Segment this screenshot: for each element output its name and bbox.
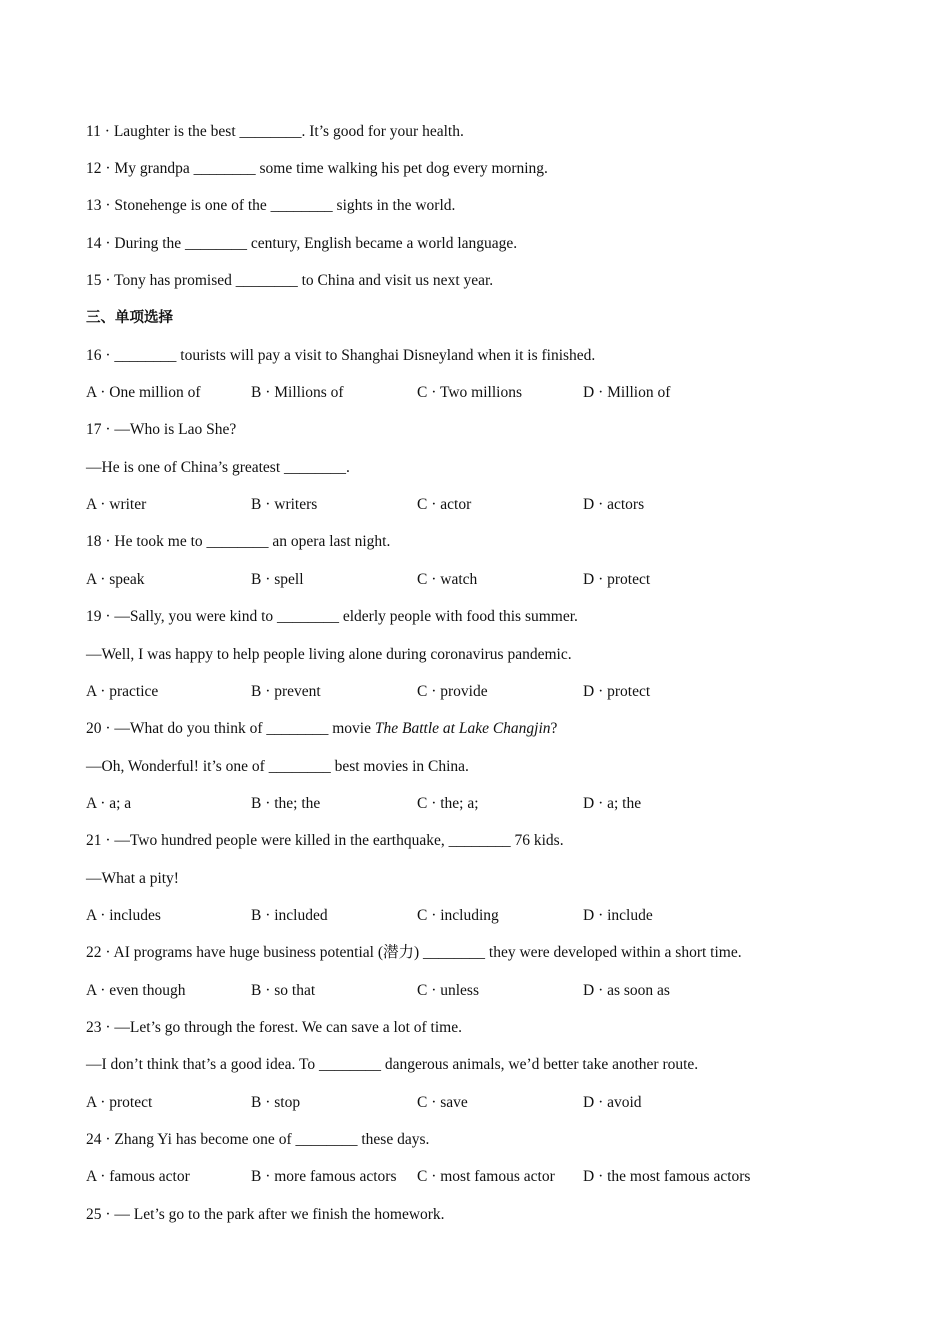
q19-option-b[interactable]: B · prevent (251, 683, 321, 700)
q17-option-c[interactable]: C · actor (417, 496, 472, 513)
q21-option-a[interactable]: A · includes (86, 907, 161, 924)
q18-option-b[interactable]: B · spell (251, 571, 304, 588)
q24-option-c[interactable]: C · most famous actor (417, 1168, 555, 1185)
question-20 (86, 719, 557, 739)
question-19-line2: —Well, I was happy to help people living alone during coronavirus pandemic. (86, 646, 572, 663)
section-heading-single-choice: 三、单项选择 (86, 310, 173, 326)
question-16: 16 · ________ tourists will pay a visit to Shanghai Disneyland when it is finished. (86, 347, 596, 364)
q20-option-c[interactable]: C · the; a; (417, 795, 479, 812)
question-21: 21 · —Two hundred people were killed in the earthquake, ________ 76 kids. (86, 832, 564, 849)
q22-option-c[interactable]: C · unless (417, 982, 479, 999)
question-19: 19 · —Sally, you were kind to ________ elderly people with food this summer. (86, 608, 578, 625)
q22-option-b[interactable]: B · so that (251, 982, 316, 999)
q19-option-d[interactable]: D · protect (583, 683, 651, 700)
question-24: 24 · Zhang Yi has become one of ________ these days. (86, 1131, 430, 1148)
question-23: 23 · —Let’s go through the forest. We can save a lot of time. (86, 1019, 462, 1036)
q22-option-a[interactable]: A · even though (86, 982, 186, 999)
q20-option-b[interactable]: B · the; the (251, 795, 321, 812)
question-21-line2: —What a pity! (86, 870, 179, 887)
question-25: 25 · — Let’s go to the park after we finish the homework. (86, 1206, 445, 1223)
q19-option-a[interactable]: A · practice (86, 683, 159, 700)
q23-option-b[interactable]: B · stop (251, 1094, 301, 1111)
q21-option-b[interactable]: B · included (251, 907, 328, 924)
q24-option-d[interactable]: D · the most famous actors (583, 1168, 751, 1185)
question-14: 14 · During the ________ century, English became a world language. (86, 235, 518, 252)
q17-option-d[interactable]: D · actors (583, 496, 645, 513)
q21-option-d[interactable]: D · include (583, 907, 653, 924)
q16-option-d[interactable]: D · Million of (583, 384, 671, 401)
q19-option-c[interactable]: C · provide (417, 683, 488, 700)
q16-option-b[interactable]: B · Millions of (251, 384, 344, 401)
question-12: 12 · My grandpa ________ some time walking his pet dog every morning. (86, 160, 548, 177)
question-20-mark: ? (550, 720, 558, 737)
q23-option-c[interactable]: C · save (417, 1094, 468, 1111)
q16-option-c[interactable]: C · Two millions (417, 384, 522, 401)
q18-option-a[interactable]: A · speak (86, 571, 145, 588)
question-23-line2: —I don’t think that’s a good idea. To ________ dangerous animals, we’d better take another route. (86, 1056, 699, 1073)
q24-option-a[interactable]: A · famous actor (86, 1168, 190, 1185)
question-17: 17 · —Who is Lao She? (86, 421, 237, 438)
question-20-line2: —Oh, Wonderful! it’s one of ________ best movies in China. (86, 758, 469, 775)
question-17-line2: —He is one of China’s greatest ________. (86, 459, 350, 476)
q18-option-c[interactable]: C · watch (417, 571, 478, 588)
q17-option-b[interactable]: B · writers (251, 496, 318, 513)
q22-option-d[interactable]: D · as soon as (583, 982, 670, 999)
movie-title: The Battle at Lake Changjin (374, 720, 551, 737)
q20-option-a[interactable]: A · a; a (86, 795, 132, 812)
question-18: 18 · He took me to ________ an opera last night. (86, 533, 391, 550)
question-22: 22 · AI programs have huge business potential (潜力) ________ they were developed within a short time. (86, 944, 742, 961)
question-13: 13 · Stonehenge is one of the ________ sights in the world. (86, 197, 456, 214)
question-15: 15 · Tony has promised ________ to China and visit us next year. (86, 272, 494, 289)
q16-option-a[interactable]: A · One million of (86, 384, 201, 401)
q17-option-a[interactable]: A · writer (86, 496, 147, 513)
q18-option-d[interactable]: D · protect (583, 571, 651, 588)
question-11: 11 · Laughter is the best ________. It’s good for your health. (86, 123, 464, 140)
q24-option-b[interactable]: B · more famous actors (251, 1168, 397, 1185)
q20-option-d[interactable]: D · a; the (583, 795, 642, 812)
q21-option-c[interactable]: C · including (417, 907, 499, 924)
q23-option-a[interactable]: A · protect (86, 1094, 153, 1111)
question-20-stem: 20 · —What do you think of ________ movie (86, 720, 375, 737)
q23-option-d[interactable]: D · avoid (583, 1094, 642, 1111)
